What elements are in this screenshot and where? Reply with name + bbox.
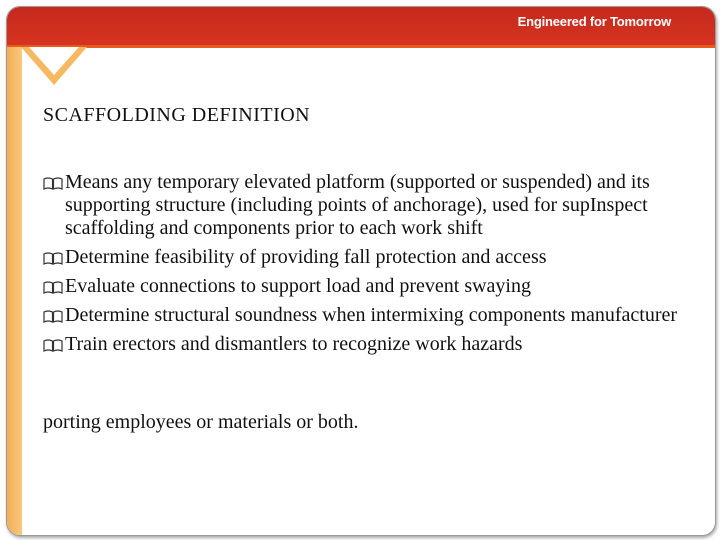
bullet-book-icon (43, 251, 63, 265)
bullet-item (43, 304, 683, 327)
bullet-item (43, 171, 683, 240)
chevron-decoration-icon (7, 7, 97, 97)
trailing-text: porting employees or materials or both. (43, 411, 359, 433)
bullet-text: Determine structural soundness when intermixing components manufacturer (65, 304, 678, 326)
bullet-item (43, 333, 683, 356)
banner-stripe (7, 45, 715, 48)
bullet-book-icon (43, 176, 63, 190)
bullet-item (43, 246, 683, 269)
bullet-text: Means any temporary elevated platform (supported or suspended) and its supporting structure (including points of anchorage), used for supInspect scaffolding and components prior to each work shift (65, 171, 650, 239)
bullet-book-icon (43, 338, 63, 352)
left-accent-bar (7, 47, 22, 535)
slide-title: SCAFFOLDING DEFINITION (43, 104, 311, 126)
bullet-item (43, 275, 683, 298)
header-banner (7, 7, 715, 47)
bullet-text: Evaluate connections to support load and prevent swaying (65, 275, 531, 297)
bullet-text: Train erectors and dismantlers to recognize work hazards (65, 333, 523, 355)
bullet-book-icon (43, 280, 63, 294)
bullet-book-icon (43, 309, 63, 323)
bullet-text: Determine feasibility of providing fall protection and access (65, 246, 547, 268)
slide-frame (6, 6, 716, 536)
bullet-list (43, 171, 683, 362)
brand-tagline: Engineered for Tomorrow (517, 14, 671, 29)
